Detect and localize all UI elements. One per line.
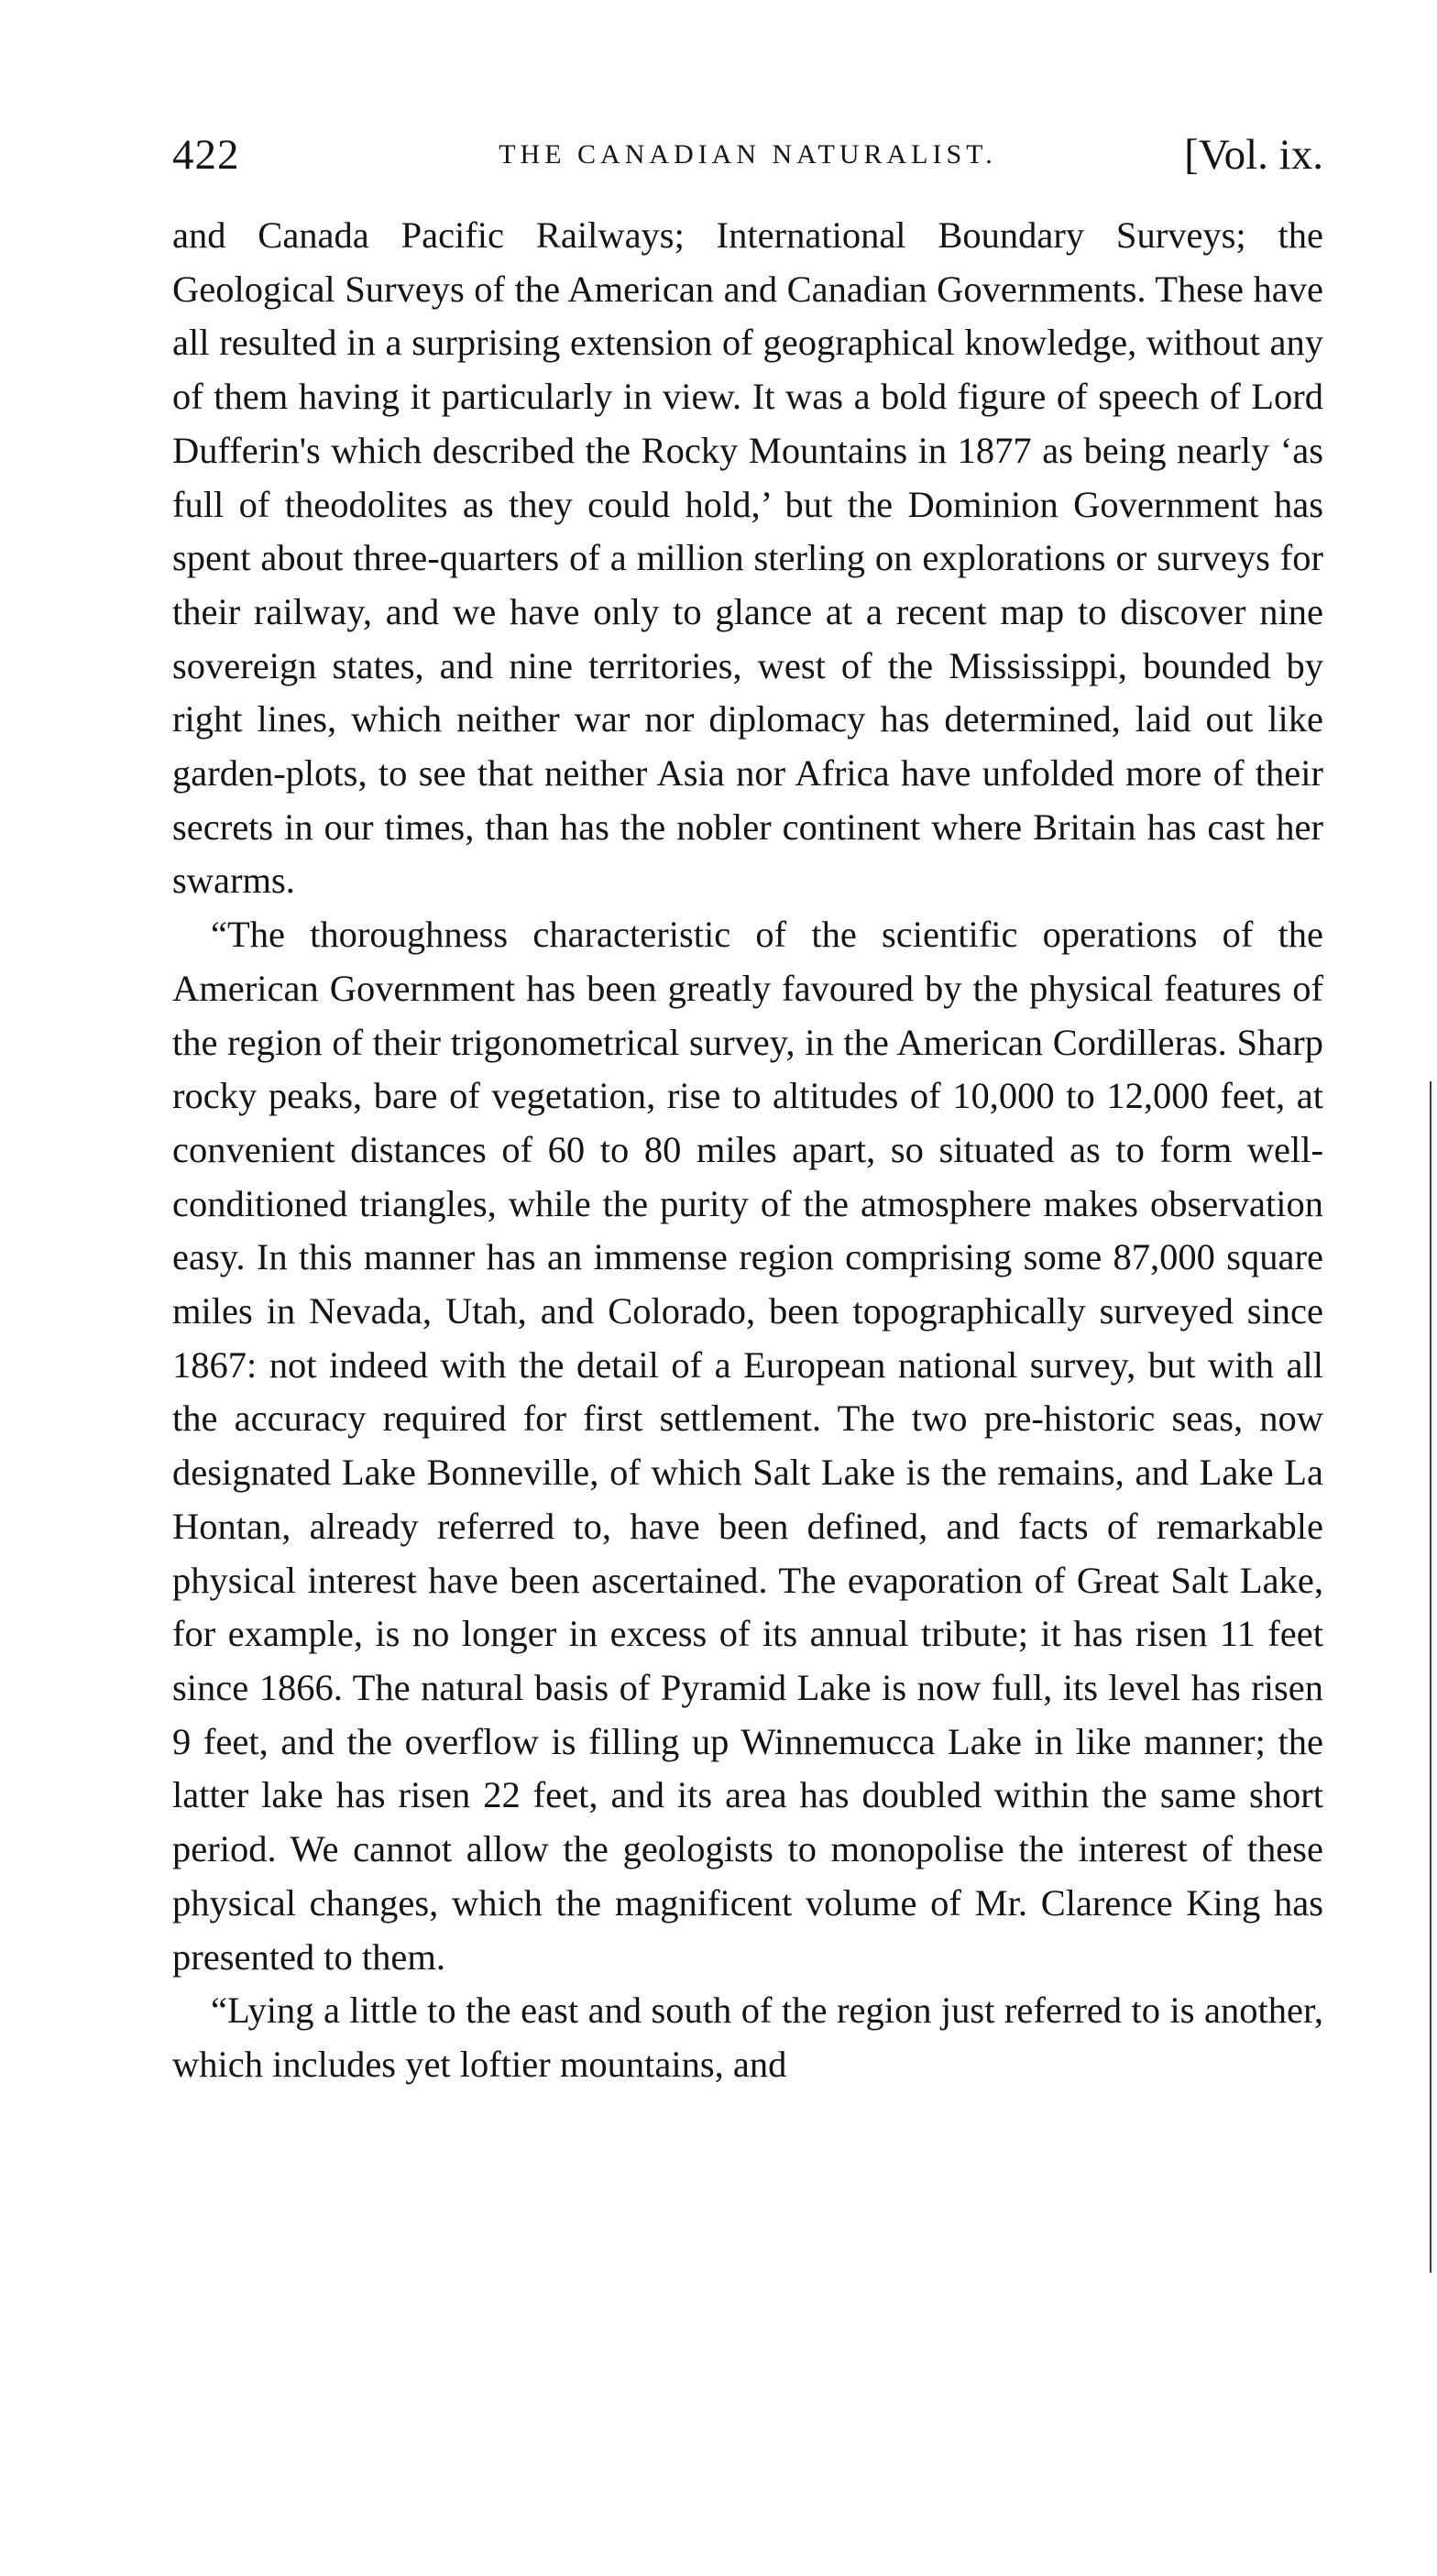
volume-label: [Vol. ix. [1184, 131, 1323, 179]
paragraph-3: “Lying a little to the east and south of the region just referred to is another, which includes yet loftier mountains, and [172, 1990, 1323, 2085]
running-title: THE CANADIAN NATURALIST. [499, 139, 997, 170]
page-number: 422 [172, 131, 240, 179]
page-edge-shadow [1430, 1081, 1432, 2273]
page-header [172, 130, 1323, 185]
paragraph-2: “The thoroughness characteristic of the scientific operations of the American Government has been greatly favoured by the physical features of the region of their trigonometrical survey, in the American Cordilleras. Sharp rocky peaks, bare of vegetation, rise to altitudes of 10,000 to 12,000 feet, at convenient distances of 60 to 80 miles apart, so situated as to form well-conditioned triangles, while the purity of the atmosphere makes observation easy. In this manner has an immense region comprising some 87,000 square miles in Nevada, Utah, and Colorado, been topographically surveyed since 1867: not indeed with the detail of a European national survey, but with all the accuracy required for first settlement. The two pre-historic seas, now designated Lake Bonneville, of which Salt Lake is the remains, and Lake La Hontan, already referred to, have been defined, and facts of remarkable physical interest have been ascertained. The evaporation of Great Salt Lake, for example, is no longer in excess of its annual tribute; it has risen 11 feet since 1866. The natural basis of Pyramid Lake is now full, its level has risen 9 feet, and the overflow is filling up Winnemucca Lake in like manner; the latter lake has risen 22 feet, and its area has doubled within the same short period. We cannot allow the geologists to monopolise the interest of these physical changes, which the magnificent volume of Mr. Clarence King has presented to them. [172, 914, 1323, 1978]
paragraph-1: and Canada Pacific Railways; International Boundary Surveys; the Geological Surveys of the American and Canadian Governments. These have all resulted in a surprising extension of geographical knowledge, without any of them having it particularly in view. It was a bold figure of speech of Lord Dufferin's which described the Rocky Mountains in 1877 as being nearly ‘as full of theodolites as they could hold,’ but the Dominion Government has spent about three-quarters of a million sterling on explorations or surveys for their railway, and we have only to glance at a recent map to discover nine sovereign states, and nine territories, west of the Mississippi, bounded by right lines, which neither war nor diplomacy has determined, laid out like garden-plots, to see that neither Asia nor Africa have unfolded more of their secrets in our times, than has the nobler continent where Britain has cast her swarms. [172, 214, 1323, 902]
page-body [172, 209, 1323, 2092]
